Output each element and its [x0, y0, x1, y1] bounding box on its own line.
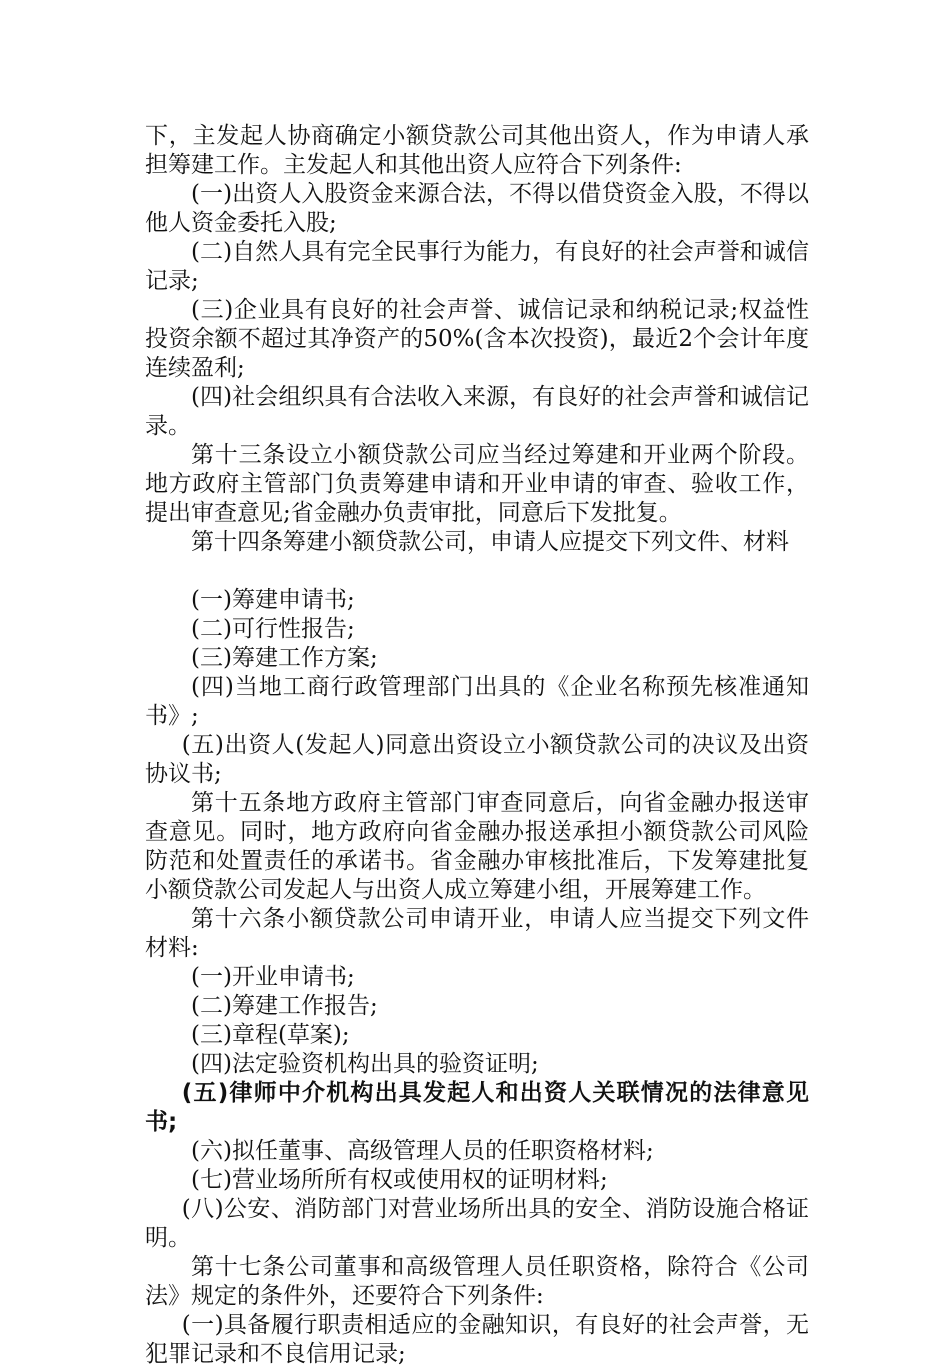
paragraph-open-item-4: (四)法定验资机构出具的验资证明;: [191, 1051, 539, 1077]
paragraph-article-14: 第十四条筹建小额贷款公司，申请人应提交下列文件、材料: [191, 529, 789, 555]
paragraph-open-item-3: (三)章程(草案);: [191, 1022, 350, 1048]
paragraph-open-item-6: (六)拟任董事、高级管理人员的任职资格材料;: [191, 1138, 654, 1164]
paragraph-prep-item-5: (五)出资人(发起人)同意出资设立小额贷款公司的决议及出资协议书;: [145, 732, 809, 787]
paragraph-prep-item-3: (三)筹建工作方案;: [191, 645, 378, 671]
paragraph-open-item-2: (二)筹建工作报告;: [191, 993, 378, 1019]
paragraph-prep-item-1: (一)筹建申请书;: [191, 587, 355, 613]
paragraph-open-item-7: (七)营业场所所有权或使用权的证明材料;: [191, 1167, 608, 1193]
paragraph-prep-item-4: (四)当地工商行政管理部门出具的《企业名称预先核准通知书》;: [145, 674, 809, 729]
paragraph-condition-4: (四)社会组织具有合法收入来源，有良好的社会声誉和诚信记录。: [145, 384, 809, 439]
paragraph-article-13: 第十三条设立小额贷款公司应当经过筹建和开业两个阶段。地方政府主管部门负责筹建申请和开业申请的审查、验收工作，提出审查意见;省金融办负责审批，同意后下发批复。: [145, 442, 809, 526]
paragraph-article-15: 第十五条地方政府主管部门审查同意后，向省金融办报送审查意见。同时，地方政府向省金融办报送承担小额贷款公司风险防范和处置责任的承诺书。省金融办审核批准后，下发筹建批复小额贷款公司发起人与出资人成立筹建小组，开展筹建工作。: [145, 790, 809, 903]
paragraph-open-item-5: (五)律师中介机构出具发起人和出资人关联情况的法律意见书;: [145, 1080, 809, 1135]
paragraph-open-item-1: (一)开业申请书;: [191, 964, 355, 990]
paragraph-condition-1: (一)出资人入股资金来源合法，不得以借贷资金入股，不得以他人资金委托入股;: [145, 181, 809, 236]
paragraph-condition-3: (三)企业具有良好的社会声誉、诚信记录和纳税记录;权益性投资余额不超过其净资产的50%(含本次投资)，最近2个会计年度连续盈利;: [145, 297, 809, 381]
document-page: [145, 122, 809, 1369]
paragraph-article-16: 第十六条小额贷款公司申请开业，申请人应当提交下列文件材料:: [145, 906, 809, 961]
paragraph-article-17: 第十七条公司董事和高级管理人员任职资格，除符合《公司法》规定的条件外，还要符合下列条件:: [145, 1254, 809, 1309]
paragraph-condition-2: (二)自然人具有完全民事行为能力，有良好的社会声誉和诚信记录;: [145, 239, 809, 294]
paragraph-director-item-1: (一)具备履行职责相适应的金融知识，有良好的社会声誉，无犯罪记录和不良信用记录;: [145, 1312, 809, 1367]
blank-line: [145, 557, 809, 586]
paragraph-prep-item-2: (二)可行性报告;: [191, 616, 355, 642]
paragraph-intro: 下，主发起人协商确定小额贷款公司其他出资人，作为申请人承担筹建工作。主发起人和其他出资人应符合下列条件:: [145, 123, 809, 178]
paragraph-open-item-8: (八)公安、消防部门对营业场所出具的安全、消防设施合格证明。: [145, 1196, 809, 1251]
